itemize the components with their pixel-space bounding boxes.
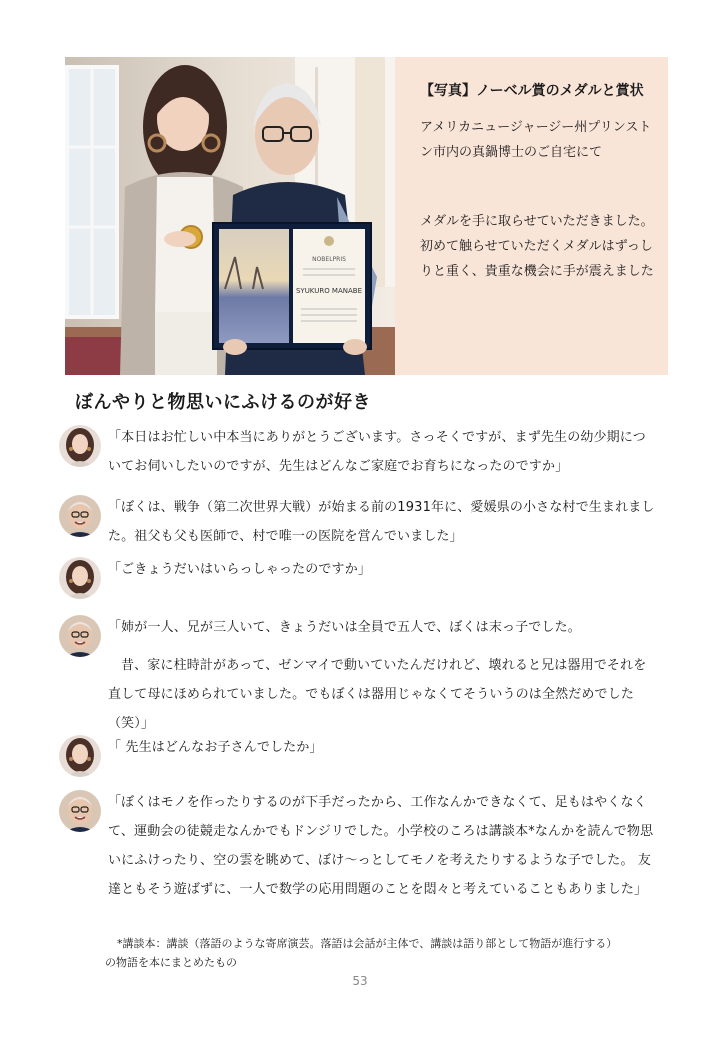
speech-text: [108, 613, 658, 738]
speech-text: [108, 493, 658, 551]
speech-paragraph: 「姉が一人、兄が三人いて、きょうだいは全員で五人で、ぼくは末っ子でした。: [108, 620, 581, 635]
footnote-line-1: *講談本：講談（落語のような寄席演芸。落語は会話が主体で、講談は語り部として物語が進行する）: [117, 937, 618, 950]
footnote: [105, 934, 665, 972]
interviewer-avatar: [59, 735, 101, 777]
speech-paragraph: 「本日はお忙しい中本当にありがとうございます。さっそくですが、まず先生の幼少期についてお伺いしたいのですが、先生はどんなご家庭でお育ちになったのですか」: [108, 430, 646, 474]
caption-text: メダルを手に取らせていただきました。初めて触らせていただくメダルはずっしりと重く、貴重な機会に手が震えました: [420, 214, 654, 279]
photo-banner: [65, 57, 668, 375]
speech-paragraph: 「ごきょうだいはいらっしゃったのですか」: [108, 562, 372, 577]
caption-title: 【写真】ノーベル賞のメダルと賞状: [420, 83, 644, 99]
caption-place: アメリカニュージャージー州プリンストン市内の真鍋博士のご自宅にて: [420, 120, 652, 160]
photo-illustration: [65, 57, 395, 375]
speech-text: [108, 423, 658, 481]
interviewer-avatar: [59, 557, 101, 599]
speech-text: [108, 733, 658, 762]
nobel-medal-photo: [65, 57, 395, 375]
page-number: 53: [352, 974, 368, 988]
speech-paragraph: 昔、家に柱時計があって、ゼンマイで動いていたんだけれど、壊れると兄は器用でそれを直して母にほめられていました。でもぼくは器用じゃなくてそういうのは全然だめでした（笑）」: [108, 658, 647, 731]
speech-paragraph: 「 先生はどんなお子さんでしたか」: [108, 740, 323, 755]
manabe-avatar: [59, 615, 101, 657]
manabe-avatar: [59, 495, 101, 537]
certificate-nobelpris: NOBELPRIS: [312, 256, 346, 263]
speech-paragraph: 「ぼくはモノを作ったりするのが下手だったから、工作なんかできなくて、足もはやくなくて、運動会の徒競走なんかでもドンジリでした。小学校のころは講談本*なんかを読んで物思いにふけったり、空の雲を眺めて、ぼけ～っとしてモノを考えたりするような子でした。 友達ともそう遊ばずに、一人で数学の応用問題のことを悶々と考えていることもありました」: [108, 795, 654, 897]
speech-paragraph: 「ぼくは、戦争（第二次世界大戦）が始まる前の1931年に、愛媛県の小さな村で生まれました。祖父も父も医師で、村で唯一の医院を営んでいました」: [108, 500, 655, 544]
section-heading: ぼんやりと物思いにふけるのが好き: [75, 392, 371, 413]
speech-text: [108, 555, 658, 584]
speech-text: [108, 788, 658, 904]
photo-caption: [420, 77, 655, 284]
interviewer-avatar: [59, 425, 101, 467]
certificate-name: SYUKURO MANABE: [295, 287, 363, 295]
manabe-avatar: [59, 790, 101, 832]
footnote-line-2: の物語を本にまとめたもの: [105, 956, 237, 969]
